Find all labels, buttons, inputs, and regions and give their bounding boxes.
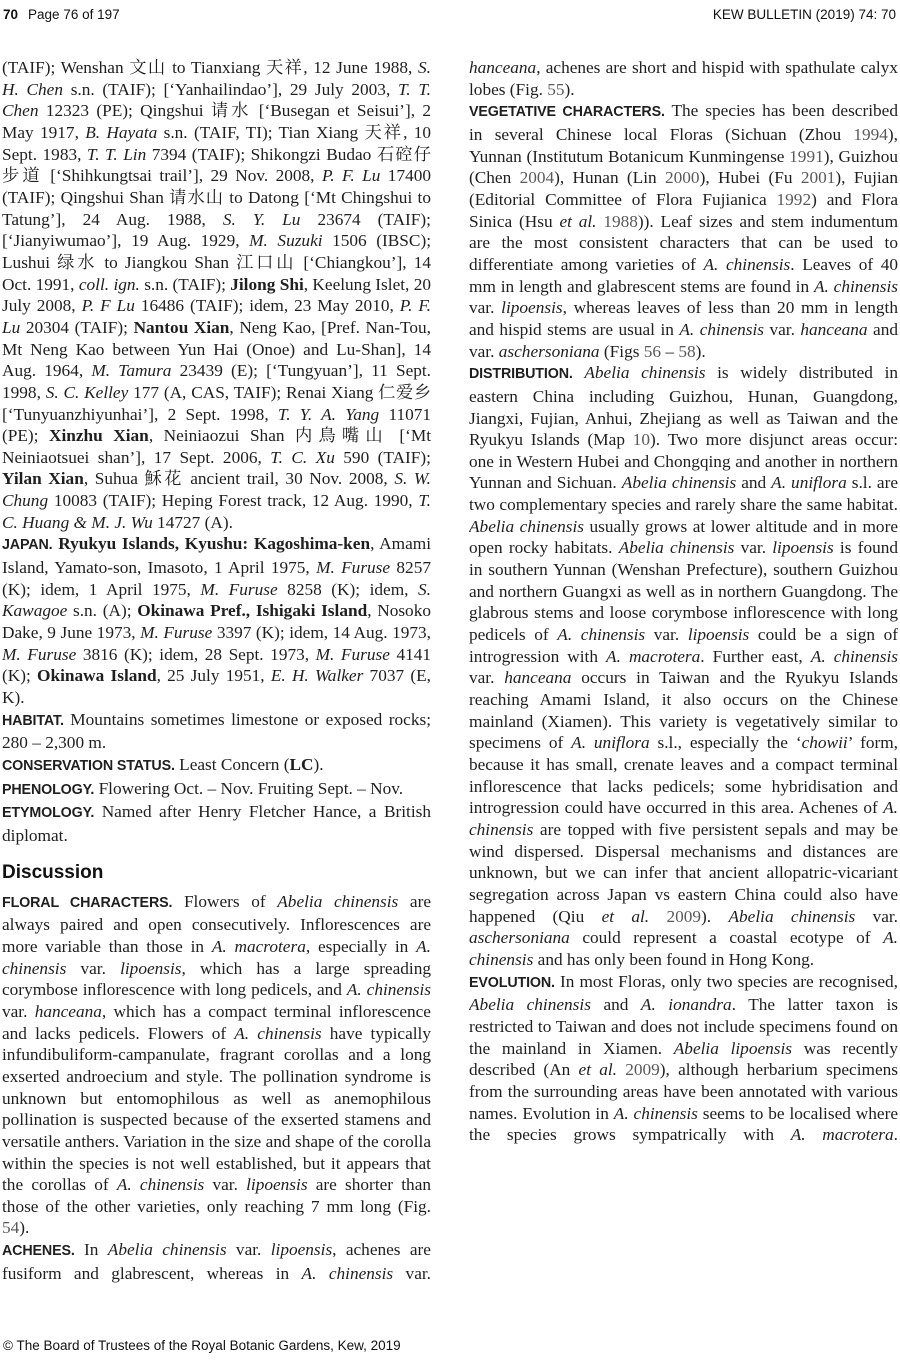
text-run: var. (204, 1175, 247, 1195)
text-run: Flowering Oct. – Nov. Fruiting Sept. – Nov. (94, 778, 404, 798)
citation-link[interactable]: 56 (643, 341, 662, 361)
text-run: ). (564, 79, 575, 99)
section-label: ACHENES. (2, 1243, 75, 1260)
text-run: , Neng Kao, [Pref. Nan-Tou, Mt Neng Kao between Yun Hai (Onoe) and Lu-Shan], 14 Aug. 1964, (2, 317, 431, 381)
species-name: aschersoniana (469, 928, 570, 948)
species-name: et al. (578, 1060, 617, 1080)
text-run: var. (2, 1001, 35, 1021)
bold-text: Okinawa Pref., Ishigaki Island (137, 601, 368, 621)
text-run: s.n. (TAIF); (139, 274, 231, 294)
journal-reference: KEW BULLETIN (2019) 74: 70 (712, 7, 896, 22)
species-name: M. Tamura (91, 361, 172, 381)
text-run: s.n. (A); (67, 601, 138, 621)
text-run: 1506 (IBSC); Lushui 绿水 to Jiangkou Shan 江口山 [‘Chiangkou’], 14 Oct. 1991, (2, 231, 431, 294)
species-name: S. W. Chung (2, 469, 431, 511)
bold-text: Ryukyu Islands, Kyushu: Kagoshima-ken (58, 534, 371, 554)
species-name: Abelia chinensis (618, 538, 735, 558)
species-name: lipoensis (687, 625, 750, 645)
text-run (617, 1060, 625, 1079)
text-run: 177 (A, CAS, TAIF); Renai Xiang 仁爱乡 [‘Tunyuanzhiyunhai’], 2 Sept. 1998, (2, 382, 431, 424)
species-name: A. chinensis (557, 625, 646, 645)
text-run: and has only been found in Hong Kong. (533, 949, 815, 969)
text-run: ) and Flora Sinica (Hsu (469, 189, 898, 231)
text-run: are always paired and open consecutively. Inflorescences are more variable than those in (2, 891, 431, 956)
text-run: , whereas leaves of less than 20 mm in length and hispid stems are usual in (469, 298, 898, 339)
text-run: var. (226, 1240, 271, 1260)
species-name: lipoensis (501, 298, 563, 318)
species-name: M. Furuse (140, 623, 213, 643)
paragraph (2, 778, 431, 802)
text-run: , especially in (305, 936, 417, 956)
paragraph (2, 801, 431, 846)
species-name: Abelia chinensis (277, 891, 399, 911)
text-run: 10083 (TAIF); Heping Forest track, 12 Aug. 1990, (48, 491, 419, 511)
text-run: , which has a compact terminal inflorescence and lacks pedicels. Flowers of (2, 1001, 431, 1043)
text-run: 4141 (K); (2, 644, 431, 686)
text-run: 590 (TAIF); (334, 447, 431, 467)
text-run: have typically infundibuliform-campanulate, fragrant corollas and a long exserted androecium and style. The pollination syndrome is unknown but entomophilous as well as anemophilous pollination is suspected because of the exserted stamens and versatile anthers. Variation in the size and shape of the corolla within the species is not well established, but it appears that the corollas of (2, 1023, 431, 1195)
text-run: , Nosoko Dake, 9 June 1973, (2, 601, 431, 643)
citation-link[interactable]: 1992 (776, 189, 812, 209)
text-run: , 25 July 1951, (156, 666, 271, 686)
species-name: A. chinensis (703, 254, 791, 274)
text-run: Least Concern ( (174, 755, 290, 774)
species-name: A. chinensis (810, 646, 898, 666)
species-name: Abelia chinensis (469, 995, 591, 1015)
species-name: lipoensis (772, 538, 834, 558)
text-run: Mountains sometimes limestone or exposed rocks; 280 – 2,300 m. (2, 709, 431, 753)
species-name: T. C. Xu (270, 447, 335, 467)
text-run: s.l., especially the ‘ (649, 733, 802, 753)
text-run: , Amami Island, Yamato-son, Imasoto, 1 April 1975, (2, 534, 431, 578)
species-name: A. chinensis (116, 1175, 205, 1195)
text-run: is found in southern Yunnan (Wenshan Prefecture), southern Guizhou and northern Guangxi as well as in northern Guangdong. The glabrous stems and loose corymbose inflorescence with long pedicels of (469, 538, 898, 645)
citation-link[interactable]: 55 (547, 79, 565, 99)
text-run: , which has a large spreading corymbose inflorescence with long pedicels, and (2, 958, 431, 1000)
text-run: 12323 (PE); Qingshui 请水 [‘Busegan et Seisui’], 2 May 1917, (2, 101, 431, 142)
text-run: . Leaves of 40 mm in length and glabrescent stems are found in (469, 254, 898, 296)
species-name: T. T. Chen (2, 79, 431, 121)
section-label: ETYMOLOGY. (2, 805, 95, 822)
text-run: ), Hunan (Lin (554, 168, 665, 188)
species-name: T. T. Lin (86, 144, 147, 164)
species-name: A. macrotera (790, 1125, 894, 1145)
section-label: PHENOLOGY. (2, 781, 95, 798)
citation-link[interactable]: 1994 (853, 124, 888, 144)
text-run: var. (764, 319, 801, 339)
section-label: VEGETATIVE CHARACTERS. (469, 104, 665, 121)
text-run: )). Leaf sizes and stem indumentum are the most consistent characters that can be used to differentiate among varieties of (469, 211, 898, 274)
citation-link[interactable]: 1988 (603, 211, 638, 231)
text-run: ). (313, 755, 324, 774)
species-name: E. H. Walker (270, 666, 364, 686)
species-name: A. chinensis (679, 319, 765, 339)
citation-link[interactable]: 1991 (789, 146, 824, 166)
paragraph (469, 57, 898, 100)
species-name: S. C. Kelley (45, 382, 129, 402)
species-name: lipoensis (246, 1175, 308, 1195)
species-name: T. Y. A. Yang (277, 404, 380, 424)
paragraph (469, 100, 898, 362)
species-name: Abelia chinensis (469, 516, 584, 536)
text-run: are topped with five persistent sepals and may be wind dispersed. Dispersal mechanisms and distances are unknown, but we can infer that ancient allopatric-vicariant segregation across Japan vs eastern China could also have happened (Qiu (469, 819, 898, 926)
article-number: 70 (3, 7, 19, 22)
text-run: 8258 (K); idem, (277, 579, 419, 599)
text-run: var. (66, 958, 121, 978)
text-run: 11071 (PE); (2, 404, 431, 446)
species-name: Abelia chinensis (107, 1240, 227, 1260)
species-name: hanceana (34, 1001, 102, 1021)
page-header (3, 7, 896, 22)
text-run: 8257 (K); idem, 1 April 1975, (2, 558, 431, 599)
text-run: 3816 (K); idem, 28 Sept. 1973, (76, 644, 316, 664)
text-run: var. (393, 1263, 431, 1283)
species-name: A. chinensis (234, 1023, 322, 1043)
text-run: seems to be localised where the species grows sympatrically with (469, 1103, 898, 1145)
species-name: A. chinensis (813, 276, 898, 296)
species-name: A. chinensis (469, 928, 898, 969)
text-run: usually grows at lower altitude and in more open rocky habitats. (469, 516, 898, 558)
paragraph (2, 891, 431, 1240)
species-name: T. C. Huang & M. J. Wu (2, 491, 431, 532)
text-run: . Further east, (700, 646, 811, 666)
species-name: A. ionandra (640, 995, 732, 1015)
right-column (469, 57, 898, 1325)
species-name: A. uniflora (571, 733, 650, 753)
text-run: 23439 (E); [‘Tungyuan’], 11 Sept. 1998, (2, 361, 431, 402)
species-name: B. Hayata (85, 122, 158, 142)
species-name: M. Furuse (200, 579, 278, 599)
text-run: Flowers of (172, 891, 278, 911)
text-run: Named after Henry Fletcher Hance, a British diplomat. (2, 802, 431, 845)
species-name: S. H. Chen (2, 58, 431, 99)
citation-link[interactable]: 10 (632, 430, 651, 450)
section-label: EVOLUTION. (469, 974, 555, 991)
text-run: 14727 (A). (152, 512, 233, 532)
species-name: M. Furuse (316, 558, 391, 578)
text-run: ). (19, 1218, 30, 1238)
bold-text: Yilan Xian (2, 469, 84, 489)
species-name: Abelia chinensis (728, 906, 856, 926)
text-run: , Neiniaozui Shan 内鳥嘴山 [‘Mt Neiniaotsuei shan’], 17 Sept. 2006, (2, 426, 431, 467)
text-run: . The latter taxon is restricted to Taiwan and does not include specimens found on the mainland in Xiamen. (469, 995, 898, 1058)
text-run: ). Two more disjunct areas occur: one in Western Hubei and Chongqing and another in northern Yunnan and Sichuan. (469, 430, 898, 493)
species-name: Abelia lipoensis (673, 1038, 793, 1058)
paragraph (2, 709, 431, 754)
paragraph (2, 57, 431, 533)
text-run: 17400 (TAIF); Qingshui Shan 请水山 to Datong [‘Mt Chingshui to Tatung’], 24 Aug. 1988, (2, 166, 431, 229)
paragraph (469, 362, 898, 970)
citation-link[interactable]: 2009 (666, 906, 702, 926)
left-column (2, 57, 431, 1325)
text-run: . (893, 1125, 898, 1145)
text-run: ’ form, because it has small, crenate leaves and a compact terminal inflorescence that lacks pedicels; some hybridisation and introgression could have occurred in this area. Achenes of (469, 733, 898, 818)
section-label: FLORAL CHARACTERS. (2, 894, 173, 911)
text-run (649, 907, 666, 926)
species-name: A. chinensis (346, 980, 431, 1000)
citation-link[interactable]: 2001 (800, 168, 836, 188)
text-run: ). (701, 906, 729, 926)
text-run: , Keelung Islet, 20 July 2008, (2, 274, 431, 316)
species-name: hanceana (504, 668, 572, 688)
text-run: is widely distributed in eastern China including Guizhou, Hunan, Guangdong, Jiangxi, Fujian, Anhui, Zhejiang as well as Taiwan and the Ryukyu Islands (Map (469, 363, 898, 450)
citation-link[interactable]: 2004 (519, 168, 555, 188)
text-run: could be a sign of introgression with (469, 625, 898, 666)
page-info: Page 76 of 197 (28, 7, 120, 22)
species-name: et al. (559, 211, 597, 231)
text-run: (TAIF); Wenshan 文山 to Tianxiang 天祥, 12 June 1988, (2, 58, 419, 77)
species-name: et al. (601, 906, 650, 926)
text-run: s.n. (TAIF); [‘Yanhailindao’], 29 July 2003, (63, 79, 398, 99)
bold-text: Nantou Xian (133, 317, 230, 337)
text-run: , achenes are short and hispid with spathulate calyx lobes (Fig. (469, 58, 898, 99)
text-run: – (661, 341, 679, 361)
species-name: S. Y. Lu (222, 209, 301, 229)
text-run: ), Yunnan (Institutum Botanicum Kunmingense (469, 124, 898, 166)
species-name: S. Kawagoe (2, 579, 431, 621)
text-run (573, 363, 585, 382)
paragraph (469, 971, 898, 1146)
text-run: and (590, 995, 641, 1015)
text-run: , achenes are fusiform and glabrescent, whereas in (2, 1240, 431, 1283)
text-run: s.l. are two complementary species and rarely share the same habitat. (469, 473, 898, 515)
species-name: A. macrotera (606, 646, 701, 666)
species-name: M. Suzuki (249, 231, 323, 251)
text-run: In most Floras, only two species are recognised, (554, 971, 898, 991)
section-label: DISTRIBUTION. (469, 366, 573, 383)
section-label: CONSERVATION STATUS. (2, 758, 175, 774)
species-name: hanceana (469, 58, 537, 77)
bold-text: Xinzhu Xian (48, 426, 149, 446)
text-run: and var. (469, 319, 898, 361)
text-run: 20304 (TAIF); (20, 317, 134, 337)
species-name: coll. ign. (78, 274, 140, 294)
species-name: M. Furuse (2, 644, 77, 664)
text-run: and (736, 473, 772, 493)
text-run: ), Guizhou (Chen (469, 146, 898, 188)
text-run: var. (734, 538, 773, 558)
species-name: M. Furuse (315, 644, 390, 664)
text-run: var. (855, 906, 898, 926)
text-run: ), Hubei (Fu (699, 168, 801, 188)
species-name: A. macrotera (211, 936, 306, 956)
header-left (3, 7, 120, 22)
text-run: 7037 (E, K). (2, 666, 431, 708)
section-label: HABITAT. (2, 712, 64, 729)
species-name: A. chinensis (301, 1263, 394, 1283)
text-run: 16486 (TAIF); idem, 23 May 2010, (134, 296, 400, 316)
citation-link[interactable]: 2000 (665, 168, 700, 188)
species-name: Abelia chinensis (584, 363, 706, 383)
species-name: chowii (801, 733, 848, 753)
text-run: ), although herbarium specimens from the surrounding areas have been annotated with various names. Evolution in (469, 1060, 898, 1123)
text-run: occurs in Taiwan and the Ryukyu Islands reaching Amami Island, it also occurs on the Chinese mainland (Xiamen). This variety is vegetatively similar to specimens of (469, 668, 898, 753)
text-run: 23674 (TAIF); [‘Jianyiwumao’], 19 Aug. 1929, (2, 209, 431, 251)
bold-text: Jilong Shi (230, 274, 304, 294)
text-run: , Suhua 穌花 ancient trail, 30 Nov. 2008, (83, 469, 395, 489)
paragraph (2, 754, 431, 778)
text-run: ). (695, 341, 706, 361)
citation-link[interactable]: 2009 (625, 1060, 660, 1080)
species-name: A. uniflora (771, 473, 847, 493)
text-run: could represent a coastal ecotype of (569, 928, 884, 948)
text-run: s.n. (TAIF, TI); Tian Xiang 天祥, 10 Sept. 1983, (2, 122, 431, 164)
text-run: (Figs (599, 341, 644, 361)
bold-text: LC (289, 755, 314, 774)
text-run: was recently described (An (469, 1038, 898, 1080)
species-name: Abelia chinensis (621, 473, 737, 493)
section-label: JAPAN. (2, 537, 53, 554)
species-name: lipoensis (120, 958, 182, 978)
discussion-heading: Discussion (2, 861, 104, 883)
species-name: aschersoniana (498, 341, 600, 361)
text-run: are shorter than those of the other varieties, only reaching 7 mm long (Fig. (2, 1175, 431, 1216)
species-name: P. F. Lu (2, 296, 431, 337)
text-run: 3397 (K); idem, 14 Aug. 1973, (212, 623, 431, 643)
text-run: ), Fujian (Editorial Committee of Flora Fujianica (469, 168, 898, 209)
species-name: P. F Lu (81, 296, 135, 316)
text-run: var. (469, 668, 505, 688)
paragraph (2, 533, 431, 708)
text-run: The species has been described in several Chinese local Floras (Sichuan (Zhou (469, 101, 898, 144)
species-name: lipoensis (270, 1240, 333, 1260)
paragraph (2, 1239, 431, 1284)
text-run: 7394 (TAIF); Shikongzi Budao 石硿仔步道 [‘Shihkungtsai trail’], 29 Nov. 2008, (2, 144, 431, 186)
text-run: var. (469, 298, 502, 318)
text-run: In (74, 1240, 108, 1260)
two-column-body (2, 57, 898, 1325)
bold-text: Okinawa Island (37, 666, 157, 686)
text-run: var. (645, 625, 688, 645)
copyright-notice: © The Board of Trustees of the Royal Botanic Gardens, Kew, 2019 (3, 1338, 401, 1353)
citation-link[interactable]: 54 (2, 1218, 20, 1238)
species-name: P. F. Lu (321, 166, 381, 186)
species-name: hanceana (800, 319, 868, 339)
citation-link[interactable]: 58 (678, 341, 696, 361)
species-name: A. chinensis (469, 798, 898, 839)
species-name: A. chinensis (613, 1103, 698, 1123)
species-name: A. chinensis (2, 936, 431, 978)
